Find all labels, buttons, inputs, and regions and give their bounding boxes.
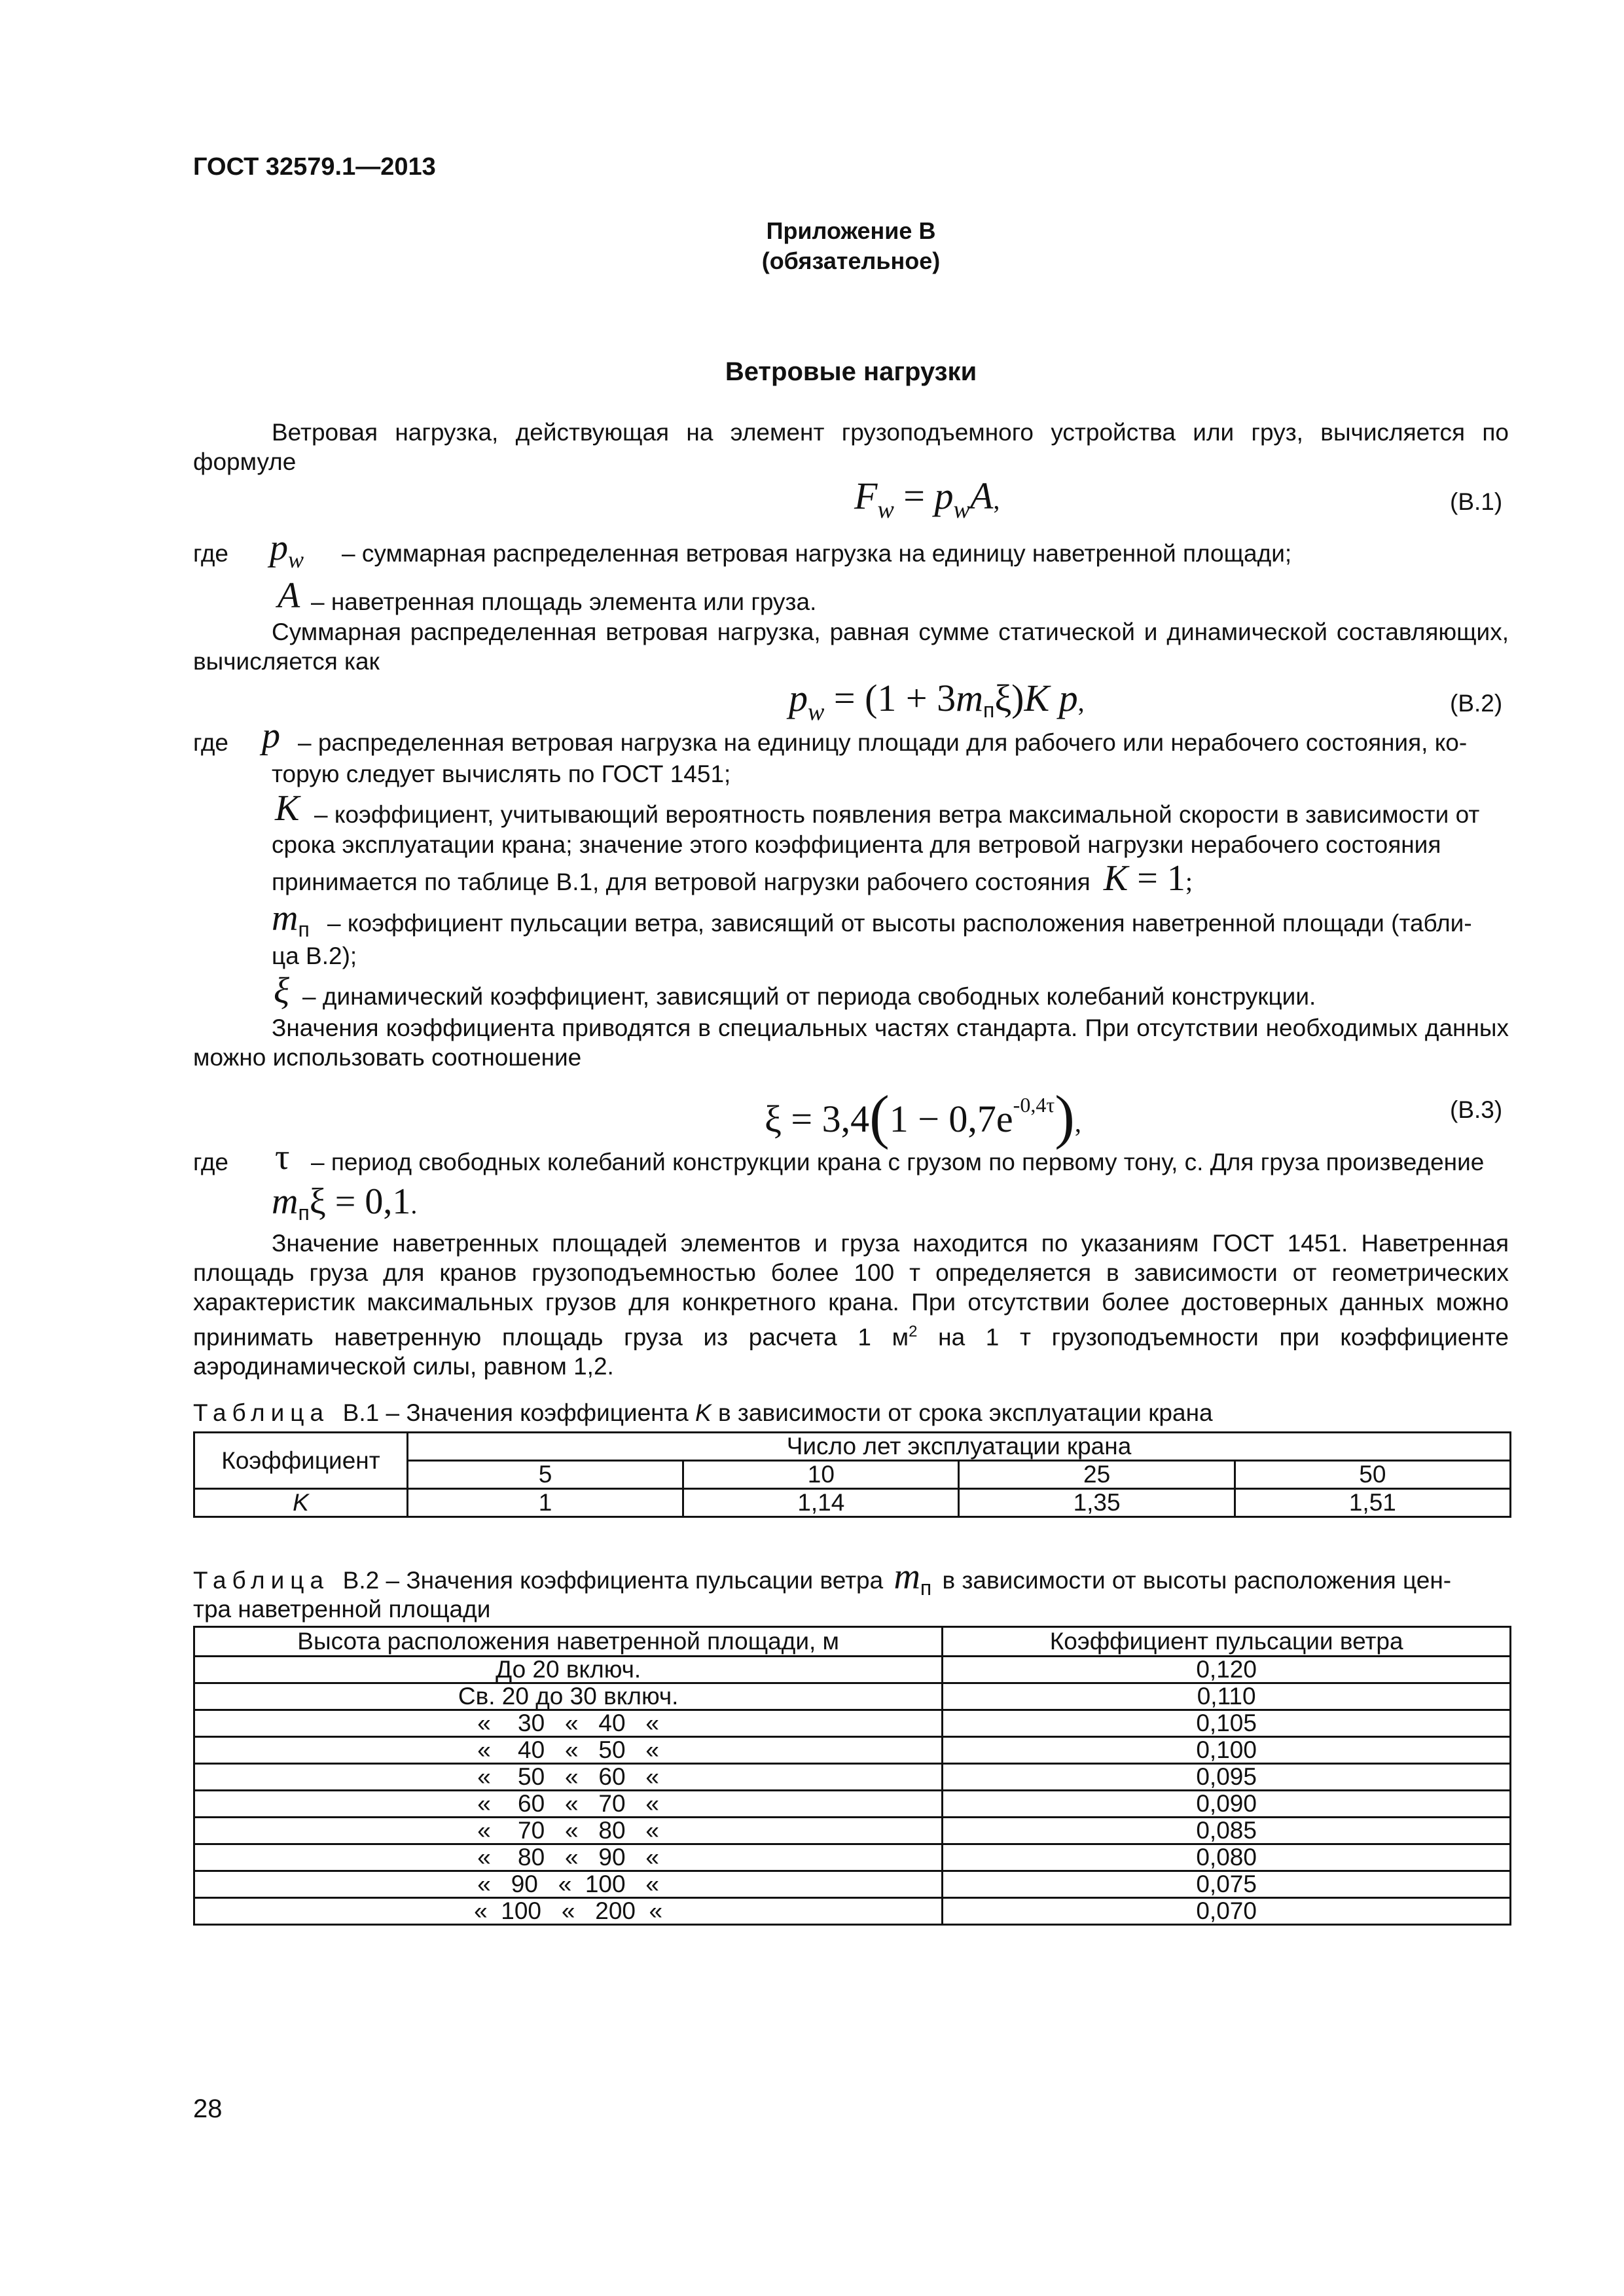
equation-b1-number: (В.1) [1450,488,1503,515]
where-label-2: где [193,729,229,756]
paragraph-windward-areas-text-end: на 1 т грузоподъемности при коэффициенте аэродинамической силы, равном 1,2. [193,1323,1509,1380]
definition-K-line3-text: принимается по таблице В.1, для ветровой нагрузки рабочего состояния [272,869,1091,895]
table2-caption-text-b: в зависимости от высоты расположения цен- [942,1567,1452,1594]
definition-tau: – период свободных колебаний конструкции крана с грузом по первому тону, с. Для груза произведение [311,1149,1485,1175]
table1-values-row [194,1489,1511,1517]
table-row [194,1710,1511,1737]
table2-height: « 90 « 100 « [194,1871,943,1898]
table1-caption-text-a: В.1 – Значения коэффициента [342,1399,696,1426]
symbol-pw: $p_w$ [270,528,304,573]
document-header: ГОСТ 32579.1—2013 [193,153,436,181]
definition-mp-line2: ца В.2); [272,942,357,969]
table-row [194,1818,1511,1844]
equation-mp-xi: $m_п\xi = 0,1$. [272,1181,418,1225]
table2-height: « 60 « 70 « [194,1791,943,1818]
equation-b2-number: (В.2) [1450,690,1503,717]
definition-p-line2: торую следует вычислять по ГОСТ 1451; [272,761,731,787]
table1-value: 1 [407,1489,683,1517]
table2-value: 0,080 [943,1844,1511,1871]
table-row [194,1791,1511,1818]
where-label-1: где [193,540,229,567]
definition-mp-line1: – коэффициент пульсации ветра, зависящий от высоты расположения наветренной площади (табли- [327,910,1472,937]
paragraph-sum-load-text: Суммарная распределенная ветровая нагрузка, равная сумме статической и динамической составляющих, вычисляется как [193,619,1509,675]
symbol-tau: τ [275,1137,290,1177]
paragraph-intro-text: Ветровая нагрузка, действующая на элемент грузоподъемного устройства или груз, вычисляется по формуле [193,419,1509,475]
table2-caption-text-a: В.2 – Значения коэффициента пульсации ветра [342,1567,884,1594]
paragraph-windward-areas [193,1229,1509,1381]
table2-height: « 80 « 90 « [194,1844,943,1871]
definition-pw: – суммарная распределенная ветровая нагрузка на единицу наветренной площади; [342,540,1292,567]
definition-K-line1: – коэффициент, учитывающий вероятность появления ветра максимальной скорости в зависимости от [314,801,1480,828]
equation-b3-number: (В.3) [1450,1096,1503,1123]
paragraph-sum-load [193,617,1509,676]
table1-year: 10 [683,1461,959,1489]
table1-caption [193,1398,1213,1427]
superscript-2: 2 [909,1323,918,1340]
table-row [194,1844,1511,1871]
table-row [194,1657,1511,1683]
table1-caption-K: K [695,1399,712,1426]
table2-height: « 30 « 40 « [194,1710,943,1737]
table-1 [193,1431,1511,1518]
table2-caption-label: Таблица [193,1567,330,1594]
equation-b3: $\xi = 3,4(1 - 0,7e^{-0,4\tau})$, [765,1083,1081,1150]
table1-col-coefficient: Коэффициент [194,1433,408,1489]
table1-header-row [194,1433,1511,1461]
table1-year: 25 [959,1461,1235,1489]
table-row [194,1898,1511,1925]
table2-height: « 40 « 50 « [194,1737,943,1764]
table2-height: « 100 « 200 « [194,1898,943,1925]
table2-header-row [194,1627,1511,1657]
where-label-3: где [193,1149,229,1175]
definition-K-line3: принимается по таблице В.1, для ветровой нагрузки рабочего состояния K = 1; [272,858,1193,899]
table1-col-group-years: Число лет эксплуатации крана [407,1433,1510,1461]
table1-year: 50 [1235,1461,1510,1489]
section-title: Ветровые нагрузки [725,357,977,386]
table-row [194,1683,1511,1710]
table2-value: 0,095 [943,1764,1511,1791]
table1-row-label: K [194,1489,408,1517]
table1-value: 1,35 [959,1489,1235,1517]
table1-value: 1,14 [683,1489,959,1517]
table2-height: Св. 20 до 30 включ. [194,1683,943,1710]
definition-A: – наветренная площадь элемента или груза. [311,588,817,615]
table2-col-pulsation: Коэффициент пульсации ветра [943,1627,1511,1657]
symbol-mp: $m_п$ [272,898,310,941]
table2-value: 0,120 [943,1657,1511,1683]
table-row [194,1737,1511,1764]
table2-value: 0,100 [943,1737,1511,1764]
table1-year: 5 [407,1461,683,1489]
table2-height: « 50 « 60 « [194,1764,943,1791]
page-number: 28 [193,2094,223,2123]
paragraph-windward-areas-text: Значение наветренных площадей элементов и груза находится по указаниям ГОСТ 1451. Наветренная площадь груза для кранов грузоподъемностью более 100 т определяется в зависимости от геометрических характеристик максимальных грузов для конкретного крана. При отсутствии более достоверных данных можно принимать наветренную площадь груза из расчета 1 м [193,1230,1509,1351]
symbol-A: A [278,575,300,616]
symbol-K: K [275,788,300,829]
table2-value: 0,075 [943,1871,1511,1898]
definition-K-line2: срока эксплуатации крана; значение этого коэффициента для ветровой нагрузки нерабочего состояния [272,831,1441,858]
table-2 [193,1626,1511,1926]
appendix-status: (обязательное) [761,247,941,274]
table2-caption-line2: тра наветренной площади [193,1596,491,1623]
paragraph-coefficient-values-text: Значения коэффициента приводятся в специальных частях стандарта. При отсутствии необходимых данных можно использовать соотношение [193,1014,1509,1071]
equation-b2: $p_w = (1 + 3m_п\xi)K$ p, [789,677,1085,726]
table2-col-height: Высота расположения наветренной площади, м [194,1627,943,1657]
table1-value: 1,51 [1235,1489,1510,1517]
symbol-p: p [262,715,280,756]
definition-p-line1: – распределенная ветровая нагрузка на единицу площади для рабочего или нерабочего состояния, ко- [298,729,1468,756]
paragraph-intro [193,418,1509,476]
table2-height: До 20 включ. [194,1657,943,1683]
table2-value: 0,085 [943,1818,1511,1844]
table2-value: 0,105 [943,1710,1511,1737]
table2-value: 0,070 [943,1898,1511,1925]
table1-caption-label: Таблица [193,1399,330,1426]
table2-height: « 70 « 80 « [194,1818,943,1844]
definition-xi: – динамический коэффициент, зависящий от периода свободных колебаний конструкции. [302,983,1316,1010]
table2-value: 0,090 [943,1791,1511,1818]
table-row [194,1871,1511,1898]
equation-b1: $F_w = p_wA$, [854,475,1000,524]
table2-caption-line1: Таблица В.2 – Значения коэффициента пульсации ветра $m_п$ в зависимости от высоты расположения цен- [193,1556,1452,1600]
table2-value: 0,110 [943,1683,1511,1710]
table-row [194,1764,1511,1791]
table1-caption-text-b: в зависимости от срока эксплуатации крана [711,1399,1213,1426]
appendix-title: Приложение В [766,217,936,244]
paragraph-coefficient-values [193,1013,1509,1072]
symbol-xi: ξ [274,971,289,1011]
